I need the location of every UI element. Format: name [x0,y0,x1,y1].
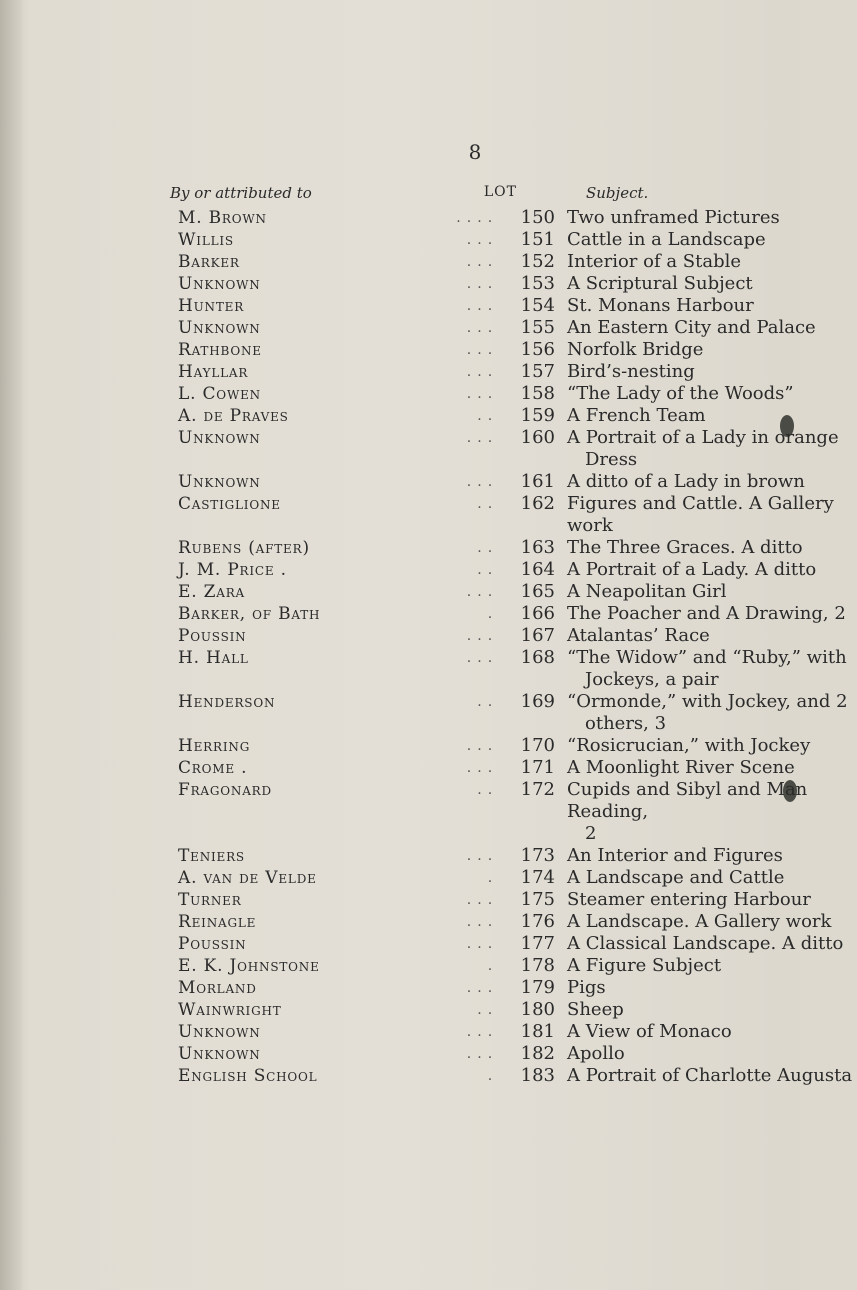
lot-row [0,647,847,691]
leader-dots: . [487,958,493,974]
lot-row [0,229,800,251]
subject-text: A Figure Subject [567,955,722,976]
subject-continuation: 2 [585,823,597,844]
artist-cell [0,317,509,339]
subject-cell [555,581,857,603]
subject-text: A Landscape. A Gallery work [567,911,832,932]
lot-row [0,955,800,977]
artist-name: E. K. Johnstone [178,956,320,976]
leader-dots: . . . [466,386,493,402]
lot-row [0,933,844,955]
subject-column-header: Subject. [586,184,649,202]
subject-cell [555,867,857,889]
leader-dots: . [487,1068,493,1084]
subject-text: A Landscape and Cattle [567,867,785,888]
subject-text: An Eastern City and Palace [567,317,816,338]
subject-cell [555,757,857,779]
leader-dots: . . . [466,650,493,666]
leader-dots: . . . [466,276,493,292]
artist-cell [0,295,509,317]
lot-list [0,207,853,1087]
subject-text: The Three Graces. A ditto [567,537,803,558]
page-number: 8 [468,140,482,164]
subject-cell [555,603,857,625]
subject-cell [555,845,857,867]
subject-cell [555,273,857,295]
subject-cell [555,493,857,537]
artist-name: Teniers [178,846,245,866]
subject-text: A Portrait of a Lady in orange [567,427,839,448]
artist-cell [0,493,509,515]
leader-dots: . . . [466,980,493,996]
artist-cell [0,559,509,581]
artist-cell [0,207,509,229]
lot-number: 158 [520,383,555,404]
subject-cell [555,537,857,559]
subject-cell [555,691,857,735]
artist-name: Poussin [178,626,247,646]
artist-name: Reinagle [178,912,257,932]
subject-cell [555,317,857,339]
lot-row [0,1021,800,1043]
artist-name: L. Cowen [178,384,261,404]
subject-text: A Portrait of a Lady. A ditto [567,559,817,580]
subject-text: Cupids and Sibyl and Man Reading, [567,779,808,822]
artist-cell [0,405,509,427]
lot-row [0,405,800,427]
lot-row [0,911,832,933]
subject-cell [555,1065,857,1087]
lot-row [0,779,808,845]
artist-name: A. de Praves [178,406,289,426]
artist-name: Henderson [178,692,276,712]
artist-name: Unknown [178,1044,261,1064]
lot-row [0,339,800,361]
subject-text: An Interior and Figures [567,845,783,866]
lot-number: 170 [520,735,555,756]
artist-cell [0,691,509,713]
lot-number: 152 [520,251,555,272]
subject-text: Figures and Cattle. A Gallery work [567,493,834,536]
lot-number: 169 [520,691,555,712]
artist-cell [0,1065,509,1087]
artist-cell [0,581,509,603]
subject-cell [555,1043,857,1065]
leader-dots: . . [477,408,493,424]
lot-row [0,1065,853,1087]
artist-name: Barker, of Bath [178,604,321,624]
artist-cell [0,339,509,361]
lot-row [0,889,811,911]
subject-cell [555,295,857,317]
leader-dots: . . . [466,848,493,864]
lot-row [0,361,800,383]
lot-number: 167 [520,625,555,646]
artist-cell [0,911,509,933]
subject-cell [555,933,857,955]
subject-cell [555,955,857,977]
subject-text: Atalantas’ Race [567,625,710,646]
subject-text: “Ormonde,” with Jockey, and 2 [567,691,848,712]
lot-number: 151 [520,229,555,250]
lot-row [0,603,846,625]
subject-cell [555,427,857,471]
subject-text: A French Team [567,405,706,426]
leader-dots: . . . [466,320,493,336]
artist-name: Castiglione [178,494,281,514]
subject-continuation: Jockeys, a pair [585,669,719,690]
lot-row [0,207,800,229]
subject-cell [555,999,857,1021]
lot-number: 172 [520,779,555,800]
lot-number: 174 [520,867,555,888]
lot-number: 177 [520,933,555,954]
subject-cell [555,889,857,911]
subject-cell [555,735,857,757]
artist-name: Unknown [178,318,261,338]
artist-name: Hayllar [178,362,249,382]
subject-text: A ditto of a Lady in brown [567,471,805,492]
lot-row [0,691,848,735]
artist-name: Poussin [178,934,247,954]
artist-name: Fragonard [178,780,272,800]
artist-name: Herring [178,736,251,756]
lot-number: 164 [520,559,555,580]
subject-text: A Neapolitan Girl [567,581,727,602]
lot-number: 156 [520,339,555,360]
lot-number: 175 [520,889,555,910]
lot-number: 157 [520,361,555,382]
artist-name: Morland [178,978,257,998]
leader-dots: . . [477,540,493,556]
artist-name: Barker [178,252,240,272]
subject-text: Two unframed Pictures [567,207,780,228]
artist-cell [0,999,509,1021]
lot-row [0,493,834,537]
artist-name: Willis [178,230,234,250]
leader-dots: . . . [466,430,493,446]
artist-column-header: By or attributed to [170,184,312,202]
leader-dots: . . . [466,1024,493,1040]
lot-row [0,1043,800,1065]
artist-cell [0,251,509,273]
artist-cell [0,867,509,889]
artist-cell [0,383,509,405]
subject-text: A Classical Landscape. A ditto [567,933,844,954]
leader-dots: . . . [466,584,493,600]
subject-text: Bird’s-nesting [567,361,695,382]
lot-row [0,757,800,779]
lot-number: 154 [520,295,555,316]
subject-cell [555,625,857,647]
artist-name: J. M. Price . [178,560,287,580]
leader-dots: . . . [466,1046,493,1062]
lot-row [0,735,811,757]
artist-cell [0,229,509,251]
lot-number: 178 [520,955,555,976]
subject-text: “Rosicrucian,” with Jockey [567,735,811,756]
leader-dots: . . . [466,474,493,490]
artist-cell [0,955,509,977]
leader-dots: . . . [466,254,493,270]
artist-name: Unknown [178,274,261,294]
artist-name: Unknown [178,428,261,448]
artist-name: H. Hall [178,648,249,668]
subject-cell [555,911,857,933]
subject-continuation: others, 3 [585,713,667,734]
leader-dots: . . . [466,298,493,314]
subject-text: A View of Monaco [567,1021,732,1042]
artist-cell [0,977,509,999]
leader-dots: . . [477,1002,493,1018]
subject-text: Pigs [567,977,606,998]
artist-name: M. Brown [178,208,267,228]
lot-number: 155 [520,317,555,338]
lot-number: 159 [520,405,555,426]
subject-text: Sheep [567,999,624,1020]
leader-dots: . . . [466,892,493,908]
leader-dots: . . . [466,738,493,754]
lot-row [0,581,800,603]
artist-cell [0,273,509,295]
lot-number: 183 [520,1065,555,1086]
lot-number: 173 [520,845,555,866]
artist-cell [0,625,509,647]
artist-name: English School [178,1066,318,1086]
lot-row [0,625,800,647]
artist-cell [0,1043,509,1065]
subject-text: “The Widow” and “Ruby,” with [567,647,847,668]
leader-dots: . . [477,782,493,798]
lot-number: 150 [520,207,555,228]
subject-text: St. Monans Harbour [567,295,754,316]
lot-number: 162 [520,493,555,514]
lot-row [0,383,800,405]
lot-number: 163 [520,537,555,558]
artist-cell [0,735,509,757]
subject-text: Apollo [567,1043,625,1064]
lot-number: 160 [520,427,555,448]
lot-row [0,251,800,273]
leader-dots: . . [477,496,493,512]
subject-cell [555,647,857,691]
artist-name: Rathbone [178,340,262,360]
subject-text: The Poacher and A Drawing, 2 [567,603,846,624]
lot-row [0,845,800,867]
subject-text: A Scriptural Subject [567,273,753,294]
lot-row [0,977,800,999]
artist-name: Rubens (after) [178,538,310,558]
subject-cell [555,559,857,581]
subject-text: Interior of a Stable [567,251,742,272]
artist-name: Wainwright [178,1000,282,1020]
leader-dots: . . [477,694,493,710]
subject-cell [555,779,857,845]
artist-name: A. van de Velde [178,868,317,888]
artist-cell [0,757,509,779]
leader-dots: . . . [466,232,493,248]
artist-cell [0,471,509,493]
artist-cell [0,647,509,669]
subject-cell [555,977,857,999]
lot-row [0,867,800,889]
leader-dots: . . . . [456,210,493,226]
leader-dots: . . . [466,628,493,644]
artist-cell [0,1021,509,1043]
leader-dots: . . . [466,342,493,358]
artist-cell [0,427,509,449]
leader-dots: . . [477,562,493,578]
subject-cell [555,405,857,427]
artist-name: Unknown [178,1022,261,1042]
artist-cell [0,933,509,955]
lot-row [0,559,817,581]
leader-dots: . [487,870,493,886]
artist-name: Hunter [178,296,245,316]
subject-text: “The Lady of the Woods” [567,383,794,404]
lot-number: 176 [520,911,555,932]
subject-text: A Moonlight River Scene [567,757,795,778]
leader-dots: . . . [466,364,493,380]
subject-cell [555,339,857,361]
subject-continuation: Dress [585,449,638,470]
lot-row [0,317,816,339]
lot-row [0,295,800,317]
artist-cell [0,779,509,801]
lot-number: 182 [520,1043,555,1064]
lot-row [0,537,803,559]
subject-cell [555,471,857,493]
leader-dots: . . . [466,760,493,776]
lot-number: 166 [520,603,555,624]
artist-name: Unknown [178,472,261,492]
artist-cell [0,845,509,867]
lot-column-header: LOT [483,184,517,200]
artist-cell [0,361,509,383]
subject-cell [555,1021,857,1043]
lot-row [0,427,839,471]
lot-number: 153 [520,273,555,294]
lot-number: 171 [520,757,555,778]
lot-number: 168 [520,647,555,668]
artist-cell [0,889,509,911]
subject-cell [555,251,857,273]
lot-row [0,471,805,493]
artist-cell [0,537,509,559]
artist-cell [0,603,509,625]
artist-name: Crome . [178,758,248,778]
subject-cell [555,229,857,251]
lot-row [0,273,800,295]
leader-dots: . . . [466,914,493,930]
subject-cell [555,207,857,229]
lot-number: 161 [520,471,555,492]
subject-text: Cattle in a Landscape [567,229,766,250]
lot-number: 181 [520,1021,555,1042]
lot-number: 165 [520,581,555,602]
artist-name: Turner [178,890,242,910]
subject-text: Steamer entering Harbour [567,889,811,910]
lot-row [0,999,800,1021]
subject-cell [555,383,857,405]
subject-cell [555,361,857,383]
subject-text: Norfolk Bridge [567,339,704,360]
leader-dots: . . . [466,936,493,952]
lot-number: 179 [520,977,555,998]
leader-dots: . [487,606,493,622]
subject-text: A Portrait of Charlotte Augusta [567,1065,853,1086]
lot-number: 180 [520,999,555,1020]
artist-name: E. Zara [178,582,245,602]
